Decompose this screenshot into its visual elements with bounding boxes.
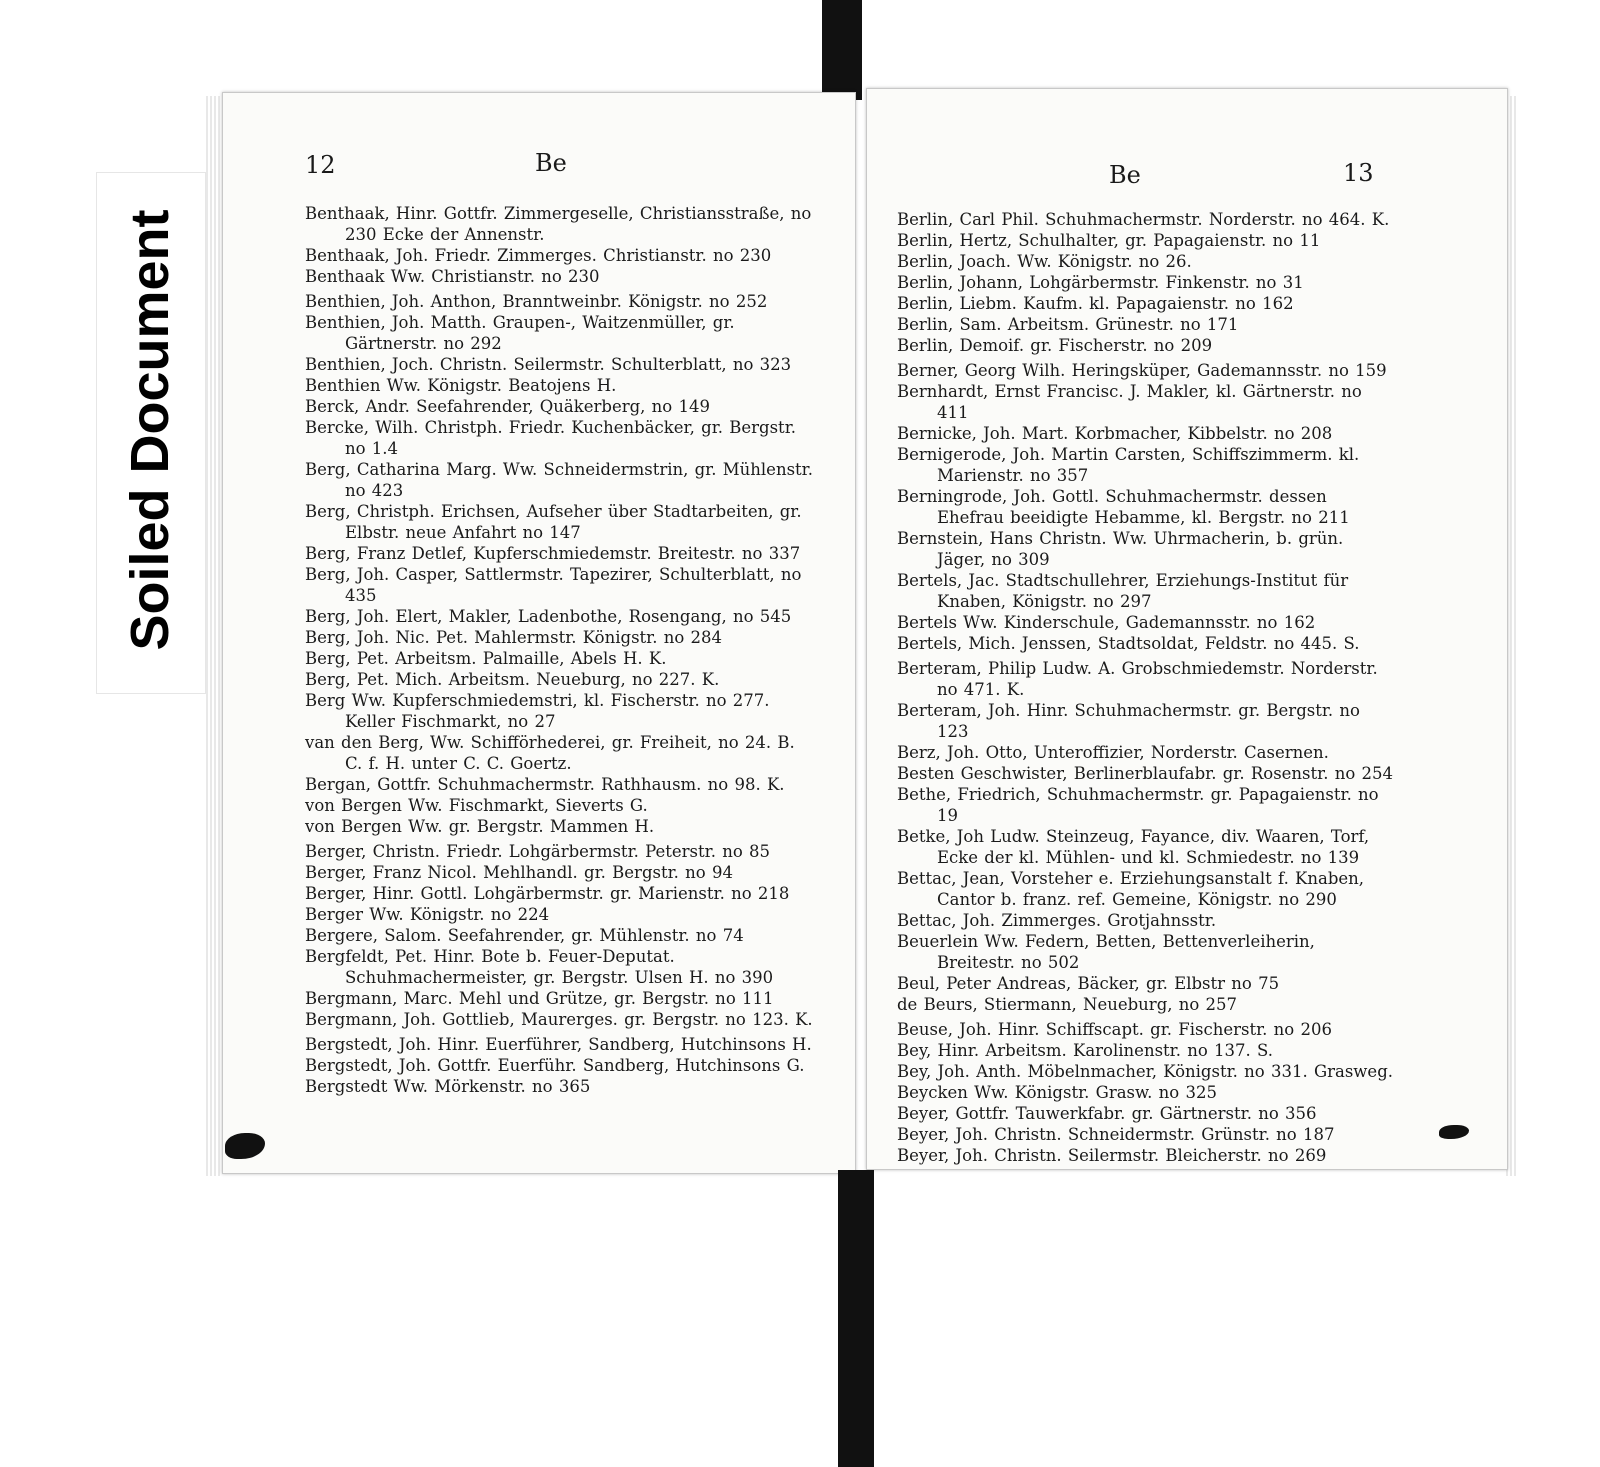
right-page-header: Be bbox=[1109, 161, 1141, 189]
directory-entry: Berg, Joh. Elert, Makler, Ladenbothe, Rosengang, no 545 bbox=[305, 607, 792, 626]
directory-entry: Bergere, Salom. Seefahrender, gr. Mühlenstr. no 74 bbox=[305, 926, 744, 945]
directory-entry: Bernicke, Joh. Mart. Korbmacher, Kibbelstr. no 208 bbox=[897, 424, 1333, 443]
binding-strap-top bbox=[822, 0, 862, 100]
directory-entry: Berg, Joh. Nic. Pet. Mahlermstr. Königstr. no 284 bbox=[305, 628, 723, 647]
directory-entry: Berg, Franz Detlef, Kupferschmiedemstr. Breitestr. no 337 bbox=[305, 544, 801, 563]
directory-entry: Bergan, Gottfr. Schuhmachermstr. Rathhausm. no 98. K. bbox=[305, 775, 785, 794]
left-page-number: 12 bbox=[305, 151, 336, 179]
directory-entry: Bergfeldt, Pet. Hinr. Bote b. Feuer-Deputat. Schuhmachermeister, gr. Bergstr. Ulsen H. no 390 bbox=[305, 947, 774, 987]
directory-entry: Beyer, Gottfr. Tauwerkfabr. gr. Gärtnerstr. no 356 bbox=[897, 1104, 1317, 1123]
directory-entry: Berck, Andr. Seefahrender, Quäkerberg, no 149 bbox=[305, 397, 710, 416]
directory-entry: Benthien Ww. Königstr. Beatojens H. bbox=[305, 376, 617, 395]
directory-entry: Berner, Georg Wilh. Heringsküper, Gademannsstr. no 159 bbox=[897, 361, 1387, 380]
directory-entry: Bergmann, Marc. Mehl und Grütze, gr. Bergstr. no 111 bbox=[305, 989, 774, 1008]
directory-entry: Benthien, Joh. Anthon, Branntweinbr. Königstr. no 252 bbox=[305, 292, 768, 311]
directory-entry: Benthien, Joh. Matth. Graupen-, Waitzenmüller, gr. Gärtnerstr. no 292 bbox=[305, 313, 735, 353]
page-edge-left bbox=[206, 96, 222, 1176]
directory-entry: Benthaak, Hinr. Gottfr. Zimmergeselle, Christiansstraße, no 230 Ecke der Annenstr. bbox=[305, 204, 812, 244]
directory-entry: Berlin, Carl Phil. Schuhmachermstr. Norderstr. no 464. K. bbox=[897, 210, 1390, 229]
directory-entry: Bercke, Wilh. Christph. Friedr. Kuchenbäcker, gr. Bergstr. no 1.4 bbox=[305, 418, 797, 458]
directory-entry: Berger, Hinr. Gottl. Lohgärbermstr. gr. Marienstr. no 218 bbox=[305, 884, 790, 903]
directory-entry: Beul, Peter Andreas, Bäcker, gr. Elbstr no 75 bbox=[897, 974, 1280, 993]
directory-entry: Berger, Christn. Friedr. Lohgärbermstr. Peterstr. no 85 bbox=[305, 842, 771, 861]
directory-entry: Berlin, Johann, Lohgärbermstr. Finkenstr. no 31 bbox=[897, 273, 1304, 292]
directory-entry: Bernigerode, Joh. Martin Carsten, Schiffszimmerm. kl. Marienstr. no 357 bbox=[897, 445, 1360, 485]
soiled-document-stamp: Soiled Document bbox=[120, 209, 180, 651]
directory-entry: Bernstein, Hans Christn. Ww. Uhrmacherin, b. grün. Jäger, no 309 bbox=[897, 529, 1344, 569]
binding-strap-bottom bbox=[838, 1170, 874, 1467]
directory-entry: Besten Geschwister, Berlinerblaufabr. gr. Rosenstr. no 254 bbox=[897, 764, 1394, 783]
directory-entry: Beyer, Joh. Christn. Seilermstr. Bleicherstr. no 269 bbox=[897, 1146, 1327, 1165]
directory-entry: von Bergen Ww. Fischmarkt, Sieverts G. bbox=[305, 796, 648, 815]
directory-entry: Benthaak, Joh. Friedr. Zimmerges. Christianstr. no 230 bbox=[305, 246, 772, 265]
directory-entry: Berg, Catharina Marg. Ww. Schneidermstrin, gr. Mühlenstr. no 423 bbox=[305, 460, 813, 500]
right-page-number: 13 bbox=[1343, 159, 1374, 187]
corner-stain bbox=[1439, 1125, 1469, 1139]
directory-entry: Berg, Christph. Erichsen, Aufseher über Stadtarbeiten, gr. Elbstr. neue Anfahrt no 147 bbox=[305, 502, 802, 542]
directory-entry: Berg Ww. Kupferschmiedemstri, kl. Fischerstr. no 277. Keller Fischmarkt, no 27 bbox=[305, 691, 770, 731]
directory-entry: Bergstedt Ww. Mörkenstr. no 365 bbox=[305, 1077, 591, 1096]
directory-entry: Betke, Joh Ludw. Steinzeug, Fayance, div. Waaren, Torf, Ecke der kl. Mühlen- und kl. Schmiedestr. no 139 bbox=[897, 827, 1370, 867]
directory-entry: Beyer, Joh. Christn. Schneidermstr. Grünstr. no 187 bbox=[897, 1125, 1335, 1144]
directory-entry: Bertels, Mich. Jenssen, Stadtsoldat, Feldstr. no 445. S. bbox=[897, 634, 1360, 653]
directory-entry: Berg, Pet. Mich. Arbeitsm. Neueburg, no 227. K. bbox=[305, 670, 720, 689]
corner-stain bbox=[225, 1133, 265, 1159]
directory-entry: Beycken Ww. Königstr. Grasw. no 325 bbox=[897, 1083, 1217, 1102]
directory-entry: Bergmann, Joh. Gottlieb, Maurerges. gr. Bergstr. no 123. K. bbox=[305, 1010, 813, 1029]
directory-entry: Berger, Franz Nicol. Mehlhandl. gr. Bergstr. no 94 bbox=[305, 863, 733, 882]
left-page-header: Be bbox=[535, 149, 567, 177]
directory-entry: Bettac, Joh. Zimmerges. Grotjahnsstr. bbox=[897, 911, 1217, 930]
directory-entry: Benthaak Ww. Christianstr. no 230 bbox=[305, 267, 600, 286]
directory-entry: Berlin, Joach. Ww. Königstr. no 26. bbox=[897, 252, 1192, 271]
directory-entry: Berg, Pet. Arbeitsm. Palmaille, Abels H. K. bbox=[305, 649, 667, 668]
directory-entry: Berz, Joh. Otto, Unteroffizier, Norderstr. Casernen. bbox=[897, 743, 1329, 762]
directory-entry: Bettac, Jean, Vorsteher e. Erziehungsanstalt f. Knaben, Cantor b. franz. ref. Gemeine, Königstr. no 290 bbox=[897, 869, 1365, 909]
directory-entry: Berteram, Joh. Hinr. Schuhmachermstr. gr. Bergstr. no 123 bbox=[897, 701, 1360, 741]
directory-entry: Berlin, Hertz, Schulhalter, gr. Papagaienstr. no 11 bbox=[897, 231, 1321, 250]
left-entry-list bbox=[305, 203, 815, 1097]
directory-entry: Bertels Ww. Kinderschule, Gademannsstr. no 162 bbox=[897, 613, 1316, 632]
right-entry-list bbox=[897, 209, 1397, 1166]
directory-entry: Bey, Hinr. Arbeitsm. Karolinenstr. no 137. S. bbox=[897, 1041, 1273, 1060]
directory-entry: Bey, Joh. Anth. Möbelnmacher, Königstr. no 331. Grasweg. bbox=[897, 1062, 1394, 1081]
directory-entry: Bertels, Jac. Stadtschullehrer, Erziehungs-Institut für Knaben, Königstr. no 297 bbox=[897, 571, 1349, 611]
directory-entry: Berger Ww. Königstr. no 224 bbox=[305, 905, 550, 924]
directory-entry: Bethe, Friedrich, Schuhmachermstr. gr. Papagaienstr. no 19 bbox=[897, 785, 1379, 825]
directory-entry: Berlin, Sam. Arbeitsm. Grünestr. no 171 bbox=[897, 315, 1239, 334]
right-page bbox=[866, 88, 1508, 1170]
directory-entry: von Bergen Ww. gr. Bergstr. Mammen H. bbox=[305, 817, 655, 836]
directory-entry: Bernhardt, Ernst Francisc. J. Makler, kl. Gärtnerstr. no 411 bbox=[897, 382, 1362, 422]
directory-entry: Beuse, Joh. Hinr. Schiffscapt. gr. Fischerstr. no 206 bbox=[897, 1020, 1332, 1039]
directory-entry: Berg, Joh. Casper, Sattlermstr. Tapezirer, Schulterblatt, no 435 bbox=[305, 565, 802, 605]
directory-entry: Benthien, Joch. Christn. Seilermstr. Schulterblatt, no 323 bbox=[305, 355, 792, 374]
directory-entry: Bergstedt, Joh. Hinr. Euerführer, Sandberg, Hutchinsons H. bbox=[305, 1035, 812, 1054]
directory-entry: van den Berg, Ww. Schifförhederei, gr. Freiheit, no 24. B. C. f. H. unter C. C. Goertz. bbox=[305, 733, 795, 773]
directory-entry: Bergstedt, Joh. Gottfr. Euerführ. Sandberg, Hutchinsons G. bbox=[305, 1056, 805, 1075]
directory-entry: Berningrode, Joh. Gottl. Schuhmachermstr. dessen Ehefrau beeidigte Hebamme, kl. Bergstr. no 211 bbox=[897, 487, 1350, 527]
directory-entry: de Beurs, Stiermann, Neueburg, no 257 bbox=[897, 995, 1238, 1014]
directory-entry: Beuerlein Ww. Federn, Betten, Bettenverleiherin, Breitestr. no 502 bbox=[897, 932, 1315, 972]
directory-entry: Berteram, Philip Ludw. A. Grobschmiedemstr. Norderstr. no 471. K. bbox=[897, 659, 1378, 699]
directory-entry: Berlin, Liebm. Kaufm. kl. Papagaienstr. no 162 bbox=[897, 294, 1294, 313]
left-page bbox=[222, 92, 856, 1174]
directory-entry: Berlin, Demoif. gr. Fischerstr. no 209 bbox=[897, 336, 1213, 355]
